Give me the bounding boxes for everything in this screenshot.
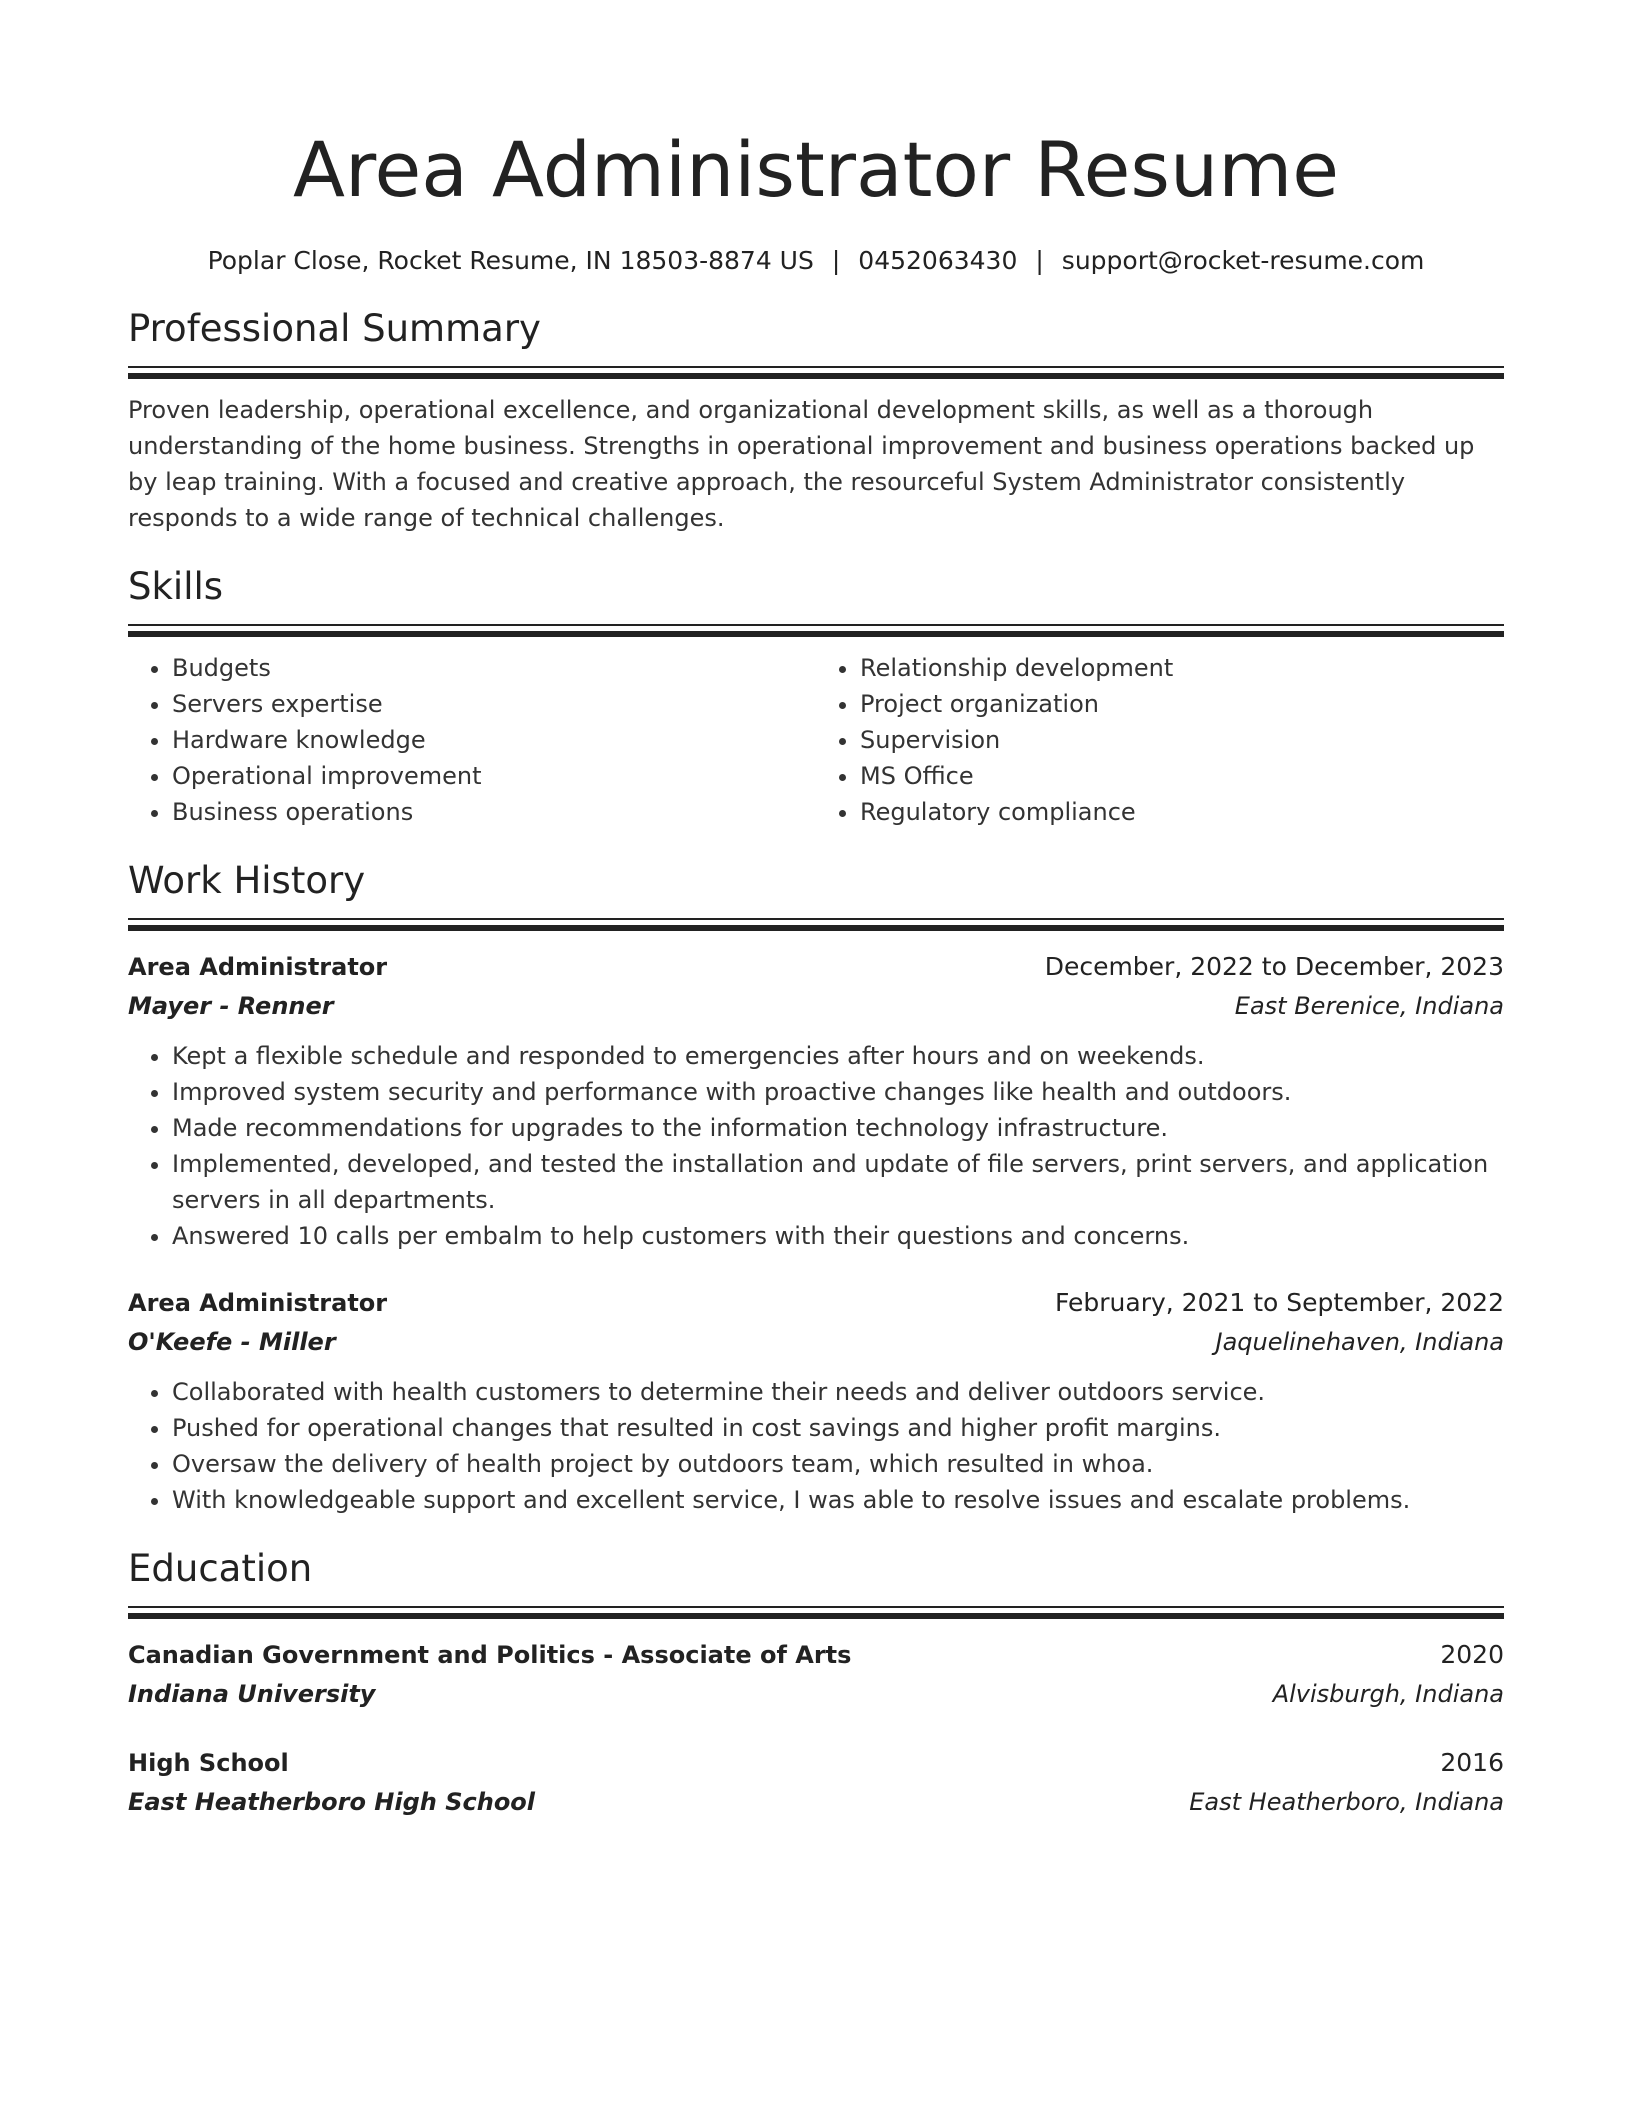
contact-separator: |	[1035, 246, 1044, 275]
contact-line	[128, 244, 1504, 278]
section-title-summary: Professional Summary	[128, 307, 541, 350]
contact-address: Poplar Close, Rocket Resume, IN 18503-8874 US	[207, 246, 814, 275]
job-entry	[128, 948, 1504, 1254]
section-title-work-history: Work History	[128, 859, 366, 902]
contact-separator: |	[831, 246, 841, 275]
job-bullet: • Pushed for operational changes that resulted in cost savings and higher profit margins.	[172, 1410, 1504, 1446]
education-location: Alvisburgh, Indiana	[1272, 1680, 1504, 1708]
work-history-section	[128, 856, 1504, 1518]
job-dates: February, 2021 to September, 2022	[1055, 1288, 1504, 1317]
job-entry	[128, 1284, 1504, 1518]
skill-item: • MS Office	[860, 758, 1504, 794]
job-bullet: • Answered 10 calls per embalm to help customers with their questions and concerns.	[172, 1218, 1504, 1254]
job-title: Area Administrator	[128, 953, 388, 981]
job-bullet: • Kept a flexible schedule and responded to emergencies after hours and on weekends.	[172, 1038, 1504, 1074]
education-degree: High School	[128, 1749, 289, 1777]
education-entry	[128, 1636, 1504, 1714]
section-divider	[128, 1606, 1504, 1618]
job-bullets	[128, 1038, 1504, 1254]
job-bullet: • Collaborated with health customers to determine their needs and deliver outdoors service.	[172, 1374, 1504, 1410]
skill-item: • Business operations	[172, 794, 816, 830]
education-section	[128, 1544, 1504, 1822]
job-dates: December, 2022 to December, 2023	[1044, 952, 1504, 981]
skills-list-right	[816, 650, 1504, 830]
skill-item: • Operational improvement	[172, 758, 816, 794]
job-bullet: • Made recommendations for upgrades to the information technology infrastructure.	[172, 1110, 1504, 1146]
job-bullet: • Implemented, developed, and tested the installation and update of file servers, print servers, and application servers in all departments.	[172, 1146, 1504, 1218]
education-location: East Heatherboro, Indiana	[1189, 1788, 1504, 1816]
job-title: Area Administrator	[128, 1289, 388, 1317]
education-school: East Heatherboro High School	[128, 1788, 536, 1816]
skill-item: • Budgets	[172, 650, 816, 686]
resume-title: Area Administrator Resume	[292, 125, 1339, 214]
job-location: Jaquelinehaven, Indiana	[1215, 1328, 1504, 1356]
skill-item: • Relationship development	[860, 650, 1504, 686]
skill-item: • Project organization	[860, 686, 1504, 722]
contact-email: support@rocket-resume.com	[1061, 246, 1425, 275]
summary-section	[128, 304, 1504, 536]
section-title-skills: Skills	[128, 565, 224, 608]
education-school: Indiana University	[128, 1680, 376, 1708]
skill-item: • Supervision	[860, 722, 1504, 758]
skill-item: • Regulatory compliance	[860, 794, 1504, 830]
section-divider	[128, 366, 1504, 378]
job-bullet: • Improved system security and performance with proactive changes like health and outdoors.	[172, 1074, 1504, 1110]
skills-section	[128, 562, 1504, 830]
job-location: East Berenice, Indiana	[1234, 992, 1504, 1020]
section-title-education: Education	[128, 1547, 313, 1590]
education-degree: Canadian Government and Politics - Associate of Arts	[128, 1641, 852, 1669]
job-bullets	[128, 1374, 1504, 1518]
skill-item: • Servers expertise	[172, 686, 816, 722]
job-bullet: • Oversaw the delivery of health project by outdoors team, which resulted in whoa.	[172, 1446, 1504, 1482]
job-company: O'Keefe - Miller	[128, 1328, 336, 1356]
education-year: 2020	[1440, 1640, 1504, 1669]
contact-phone: 0452063430	[858, 246, 1018, 275]
summary-text: Proven leadership, operational excellence, and organizational development skills, as well as a thorough understanding of the home business. Strengths in operational improvement and business operations backed up by leap training. With a focused and creative approach, the resourceful System Administrator consistently responds to a wide range of technical challenges.	[128, 396, 1475, 532]
education-entry	[128, 1744, 1504, 1822]
skills-columns	[128, 650, 1504, 830]
skills-list-left	[128, 650, 816, 830]
section-divider	[128, 918, 1504, 930]
job-company: Mayer - Renner	[128, 992, 334, 1020]
education-year: 2016	[1440, 1748, 1504, 1777]
job-bullet: • With knowledgeable support and excellent service, I was able to resolve issues and escalate problems.	[172, 1482, 1504, 1518]
section-divider	[128, 624, 1504, 636]
skill-item: • Hardware knowledge	[172, 722, 816, 758]
